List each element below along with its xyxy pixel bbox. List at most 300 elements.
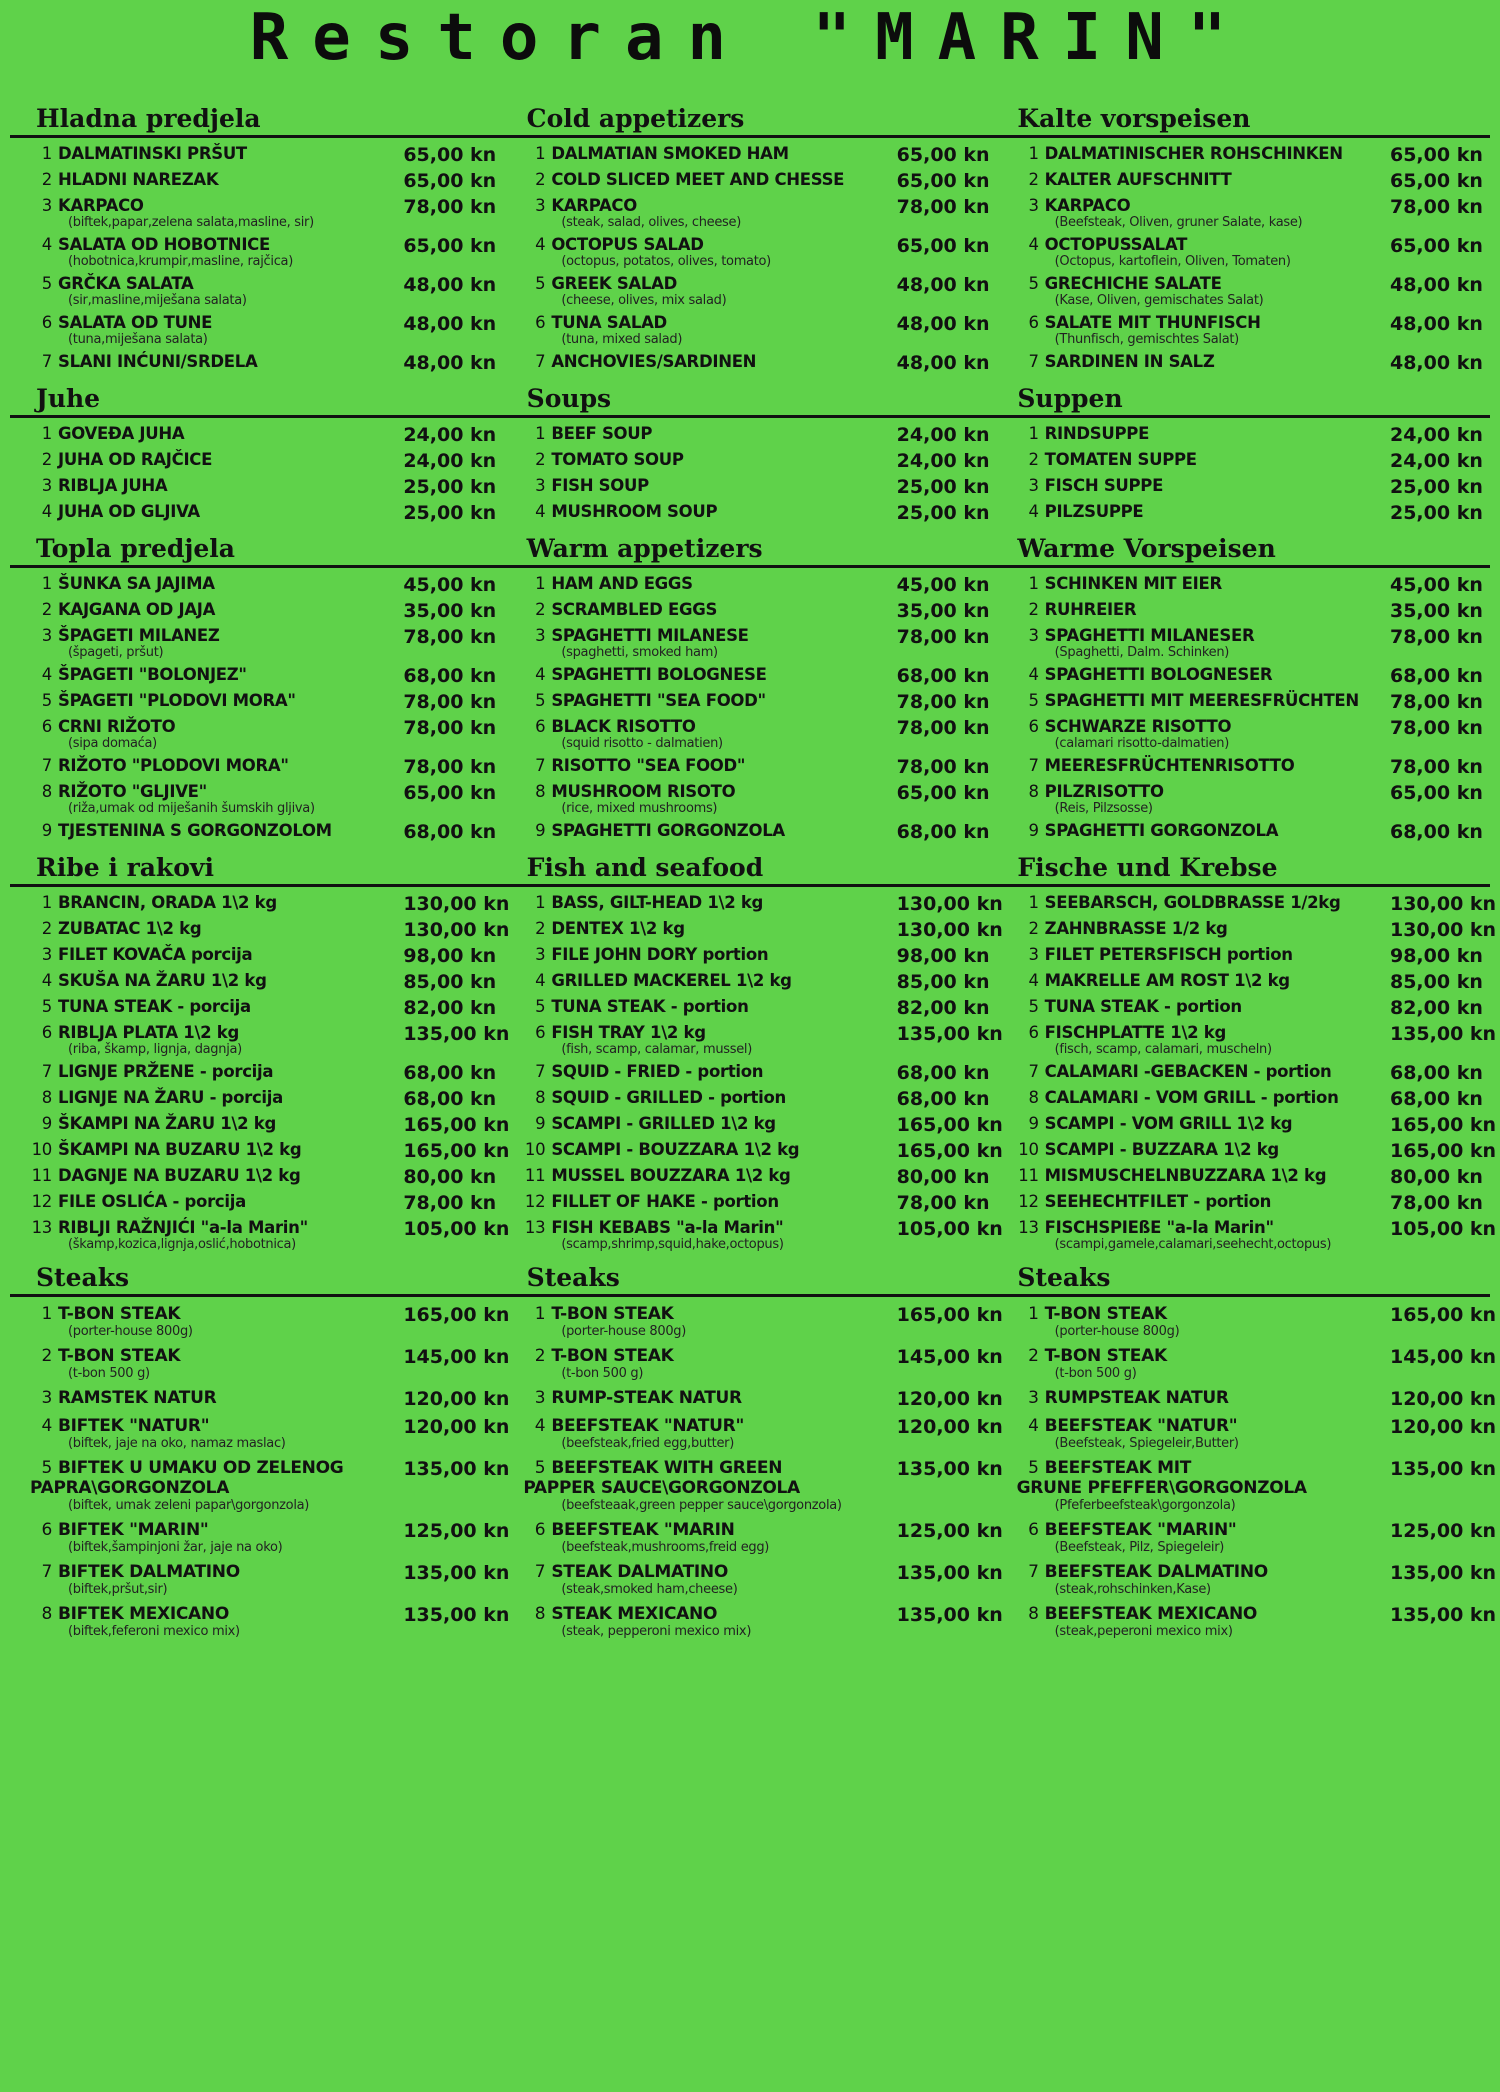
menu-item-price: 125,00 kn [1389,1520,1497,1542]
menu-item-name: SKUŠA NA ŽARU 1\2 kg [58,971,267,990]
menu-item-number: 3 [1028,196,1039,215]
menu-item-name-wrap [1017,502,1390,521]
menu-item [523,1216,1003,1255]
menu-item-number: 6 [1028,1023,1039,1042]
menu-item-name: BASS, GILT-HEAD 1\2 kg [551,893,764,912]
menu-item-name: PILZSUPPE [1044,502,1144,521]
menu-item-price: 120,00 kn [403,1416,510,1438]
menu-item-description: (steak,rohschinken,Kase) [1054,1582,1211,1597]
menu-item-number: 5 [535,997,546,1016]
menu-item-description: (rice, mixed mushrooms) [561,801,718,816]
menu-item-name: RIBLJA JUHA [58,476,168,495]
menu-item-price: 78,00 kn [896,1192,990,1214]
menu-item-price: 24,00 kn [896,424,990,446]
menu-item [1017,1385,1497,1413]
menu-item-number: 6 [41,1520,52,1540]
menu-item-name-wrap [1017,945,1390,964]
restaurant-title: Restoran "MARIN" [249,1,1251,75]
menu-sections [10,100,1497,1645]
menu-item [523,1190,990,1216]
menu-item-name-wrap [523,893,896,912]
menu-item [523,943,990,969]
menu-item-description: (Octopus, kartoflein, Oliven, Tomaten) [1054,254,1291,269]
menu-item-description: (beefsteak,mushrooms,freid egg) [561,1540,770,1555]
menu-item-name: BEEF SOUP [551,424,653,443]
menu-item-name-wrap [1017,196,1390,231]
menu-item-name-wrap [30,1114,403,1133]
menu-item-description: (porter-house 800g) [561,1324,687,1339]
menu-item-name-wrap [523,1088,896,1107]
menu-item-name: SCAMPI - BUZZARA 1\2 kg [1044,1140,1279,1159]
menu-item-name-wrap [1017,717,1390,752]
menu-item-name: RUHREIER [1044,600,1137,619]
language-column [997,418,1490,528]
menu-item [1017,1164,1483,1190]
menu-item-name: KAJGANA OD JAJA [58,600,216,619]
menu-item-name-wrap [30,1346,403,1382]
menu-item-price: 78,00 kn [1389,717,1483,739]
menu-item [523,1086,990,1112]
menu-item-price: 135,00 kn [896,1023,1003,1045]
menu-item-name: SPAGHETTI MIT MEERESFRÜCHTEN [1044,691,1359,710]
menu-item [1017,917,1497,943]
menu-item-price: 65,00 kn [1389,144,1483,166]
menu-item [1017,1601,1497,1643]
menu-item [1017,194,1483,233]
menu-item-name-wrap [523,1520,896,1556]
menu-item-price: 78,00 kn [1389,691,1483,713]
menu-item-number: 1 [41,424,52,443]
menu-item-name-wrap [1017,665,1390,684]
menu-item-number: 6 [1028,313,1039,332]
menu-item-name-wrap [30,1023,403,1058]
menu-item [1017,598,1483,624]
menu-item-name: TUNA STEAK - portion [551,997,749,1016]
menu-item-number: 5 [41,1458,52,1478]
menu-item [523,1517,1003,1559]
menu-item-name-wrap [30,626,403,661]
menu-item [30,943,497,969]
menu-item-number: 1 [535,424,546,443]
language-column [10,418,503,528]
menu-item-description: (steak,smoked ham,cheese) [561,1582,738,1597]
menu-item-name: FISH KEBABS "a-la Marin" [551,1218,784,1237]
menu-item-name: SPAGHETTI MILANESE [551,626,749,645]
menu-item-price: 85,00 kn [896,971,990,993]
menu-item-price: 68,00 kn [1389,1088,1483,1110]
menu-item-price: 48,00 kn [896,274,990,296]
menu-item-price: 48,00 kn [403,313,497,335]
menu-item [1017,142,1483,168]
menu-item-number: 1 [1028,144,1039,163]
menu-section [10,530,1490,847]
menu-item [1017,754,1483,780]
menu-item-number: 1 [41,574,52,593]
menu-item-name-wrap [523,782,896,817]
menu-item-name: TOMATEN SUPPE [1044,450,1197,469]
menu-item [1017,500,1483,526]
menu-item-price: 65,00 kn [403,235,497,257]
menu-item-name: LIGNJE PRŽENE - porcija [58,1062,274,1081]
menu-item-name: SEEHECHTFILET - portion [1044,1192,1272,1211]
menu-section [10,380,1490,528]
menu-item-name-wrap [30,170,403,189]
menu-item [1017,969,1483,995]
menu-item-price: 135,00 kn [896,1604,1003,1626]
language-column [997,138,1490,378]
menu-item-description: (squid risotto - dalmatien) [561,736,723,751]
menu-item-number: 9 [41,1114,52,1133]
menu-item-number: 3 [41,1388,52,1408]
menu-item-name: GRECHICHE SALATE [1044,274,1222,293]
menu-item-name: CALAMARI - VOM GRILL - portion [1044,1088,1339,1107]
menu-item-number: 5 [535,691,546,710]
menu-item-name-wrap [523,1604,896,1640]
menu-item-name: MEERESFRÜCHTENRISOTTO [1044,756,1295,775]
menu-item-number: 4 [41,235,52,254]
language-column [997,887,1497,1257]
menu-item [30,917,510,943]
menu-item-name-wrap [30,665,403,684]
menu-item-name: ANCHOVIES/SARDINEN [551,352,757,371]
menu-item [30,663,497,689]
menu-item [30,1343,510,1385]
menu-item-name-wrap [1017,235,1390,270]
menu-item [523,474,990,500]
language-column [503,138,996,378]
menu-item-name: FILLET OF HAKE - portion [551,1192,779,1211]
menu-item-name: MISMUSCHELNBUZZARA 1\2 kg [1044,1166,1327,1185]
menu-item-name-wrap [523,170,896,189]
menu-item-description: (biftek,feferoni mexico mix) [68,1624,240,1639]
menu-item-price: 25,00 kn [1389,502,1483,524]
menu-item-name-wrap [30,691,403,710]
menu-item-price: 78,00 kn [1389,1192,1483,1214]
language-column [503,887,1003,1257]
menu-item-number: 5 [41,997,52,1016]
menu-item-number: 3 [535,196,546,215]
menu-item-name-wrap [523,313,896,348]
menu-item-price: 82,00 kn [1389,997,1483,1019]
menu-item-name: ŠPAGETI "PLODOVI MORA" [58,691,296,710]
menu-item-number: 7 [1028,1062,1039,1081]
menu-item-description: (steak,peperoni mexico mix) [1054,1624,1233,1639]
menu-item-number: 6 [1028,1520,1039,1540]
menu-item-name-wrap [523,1114,896,1133]
menu-item-number: 1 [1028,1304,1039,1324]
menu-item-name-wrap [30,1062,403,1081]
menu-item-price: 80,00 kn [1389,1166,1483,1188]
menu-item-price: 98,00 kn [403,945,497,967]
menu-item-name: SPAGHETTI "SEA FOOD" [551,691,766,710]
menu-item-description: (Beefsteak, Spiegeleir,Butter) [1054,1436,1239,1451]
menu-item-name: CALAMARI -GEBACKEN - portion [1044,1062,1332,1081]
menu-item [523,142,990,168]
menu-item-name: T-BON STEAK [551,1304,674,1324]
section-columns [10,887,1497,1257]
menu-item-name: SCHWARZE RISOTTO [1044,717,1232,736]
menu-item-name: SCHINKEN MIT EIER [1044,574,1222,593]
menu-item-price: 135,00 kn [1389,1562,1497,1584]
menu-item-price: 78,00 kn [896,626,990,648]
menu-item [1017,1517,1497,1559]
menu-item-description: (biftek,šampinjoni žar, jaje na oko) [68,1540,283,1555]
section-heading: Warm appetizers [526,534,763,563]
menu-item [523,448,990,474]
menu-item-number: 7 [535,352,546,371]
menu-item [523,1301,1003,1343]
menu-item-number: 3 [1028,945,1039,964]
menu-item-price: 25,00 kn [1389,476,1483,498]
menu-item-price: 45,00 kn [1389,574,1483,596]
menu-item-description: (riba, škamp, lignja, dagnja) [68,1042,242,1057]
menu-item-price: 120,00 kn [403,1388,510,1410]
menu-item-price: 145,00 kn [403,1346,510,1368]
menu-item-price: 24,00 kn [1389,424,1483,446]
menu-item-description: (porter-house 800g) [68,1324,193,1339]
menu-item-price: 165,00 kn [403,1140,510,1162]
menu-item-number: 4 [41,665,52,684]
menu-item [523,194,990,233]
menu-item-name-wrap [523,1192,896,1211]
menu-item-description: (Kase, Oliven, gemischates Salat) [1054,293,1264,308]
menu-item-number: 5 [41,691,52,710]
menu-item-name: HLADNI NAREZAK [58,170,219,189]
menu-item-number: 1 [535,893,546,912]
menu-item-price: 78,00 kn [403,196,497,218]
menu-item-name: PILZRISOTTO [1044,782,1164,801]
menu-item-price: 98,00 kn [1389,945,1483,967]
menu-item-price: 85,00 kn [403,971,497,993]
menu-item-price: 25,00 kn [403,502,497,524]
menu-item-number: 3 [535,945,546,964]
menu-item-number: 7 [535,756,546,775]
menu-item-name: FILE OSLIĆA - porcija [58,1192,246,1211]
menu-item-number: 2 [41,450,52,469]
menu-item-name: KARPACO [58,196,144,215]
menu-item-description: (steak, pepperoni mexico mix) [561,1624,752,1639]
menu-item [1017,780,1483,819]
menu-item-name-wrap [1017,1023,1390,1058]
menu-item-price: 165,00 kn [1389,1140,1497,1162]
menu-item-name-wrap [30,1416,403,1452]
menu-item [30,1517,510,1559]
menu-item [30,1385,510,1413]
menu-item-number: 13 [1018,1218,1039,1237]
menu-item [523,624,990,663]
menu-item-name-wrap [1017,1562,1390,1598]
menu-item-price: 65,00 kn [896,170,990,192]
menu-item-price: 25,00 kn [896,502,990,524]
menu-item [30,995,497,1021]
menu-item [523,233,990,272]
menu-item-number: 1 [41,1304,52,1324]
menu-item-name: SPAGHETTI BOLOGNESE [551,665,767,684]
menu-item-number: 8 [534,1604,546,1624]
menu-item-name: SQUID - FRIED - portion [551,1062,764,1081]
menu-item [30,1138,510,1164]
menu-item-name: SALATE MIT THUNFISCH [1044,313,1261,332]
section-columns [10,568,1490,847]
section-heading: Steaks [36,1263,130,1292]
menu-item-name: KARPACO [551,196,637,215]
menu-item-name-wrap [30,1166,403,1185]
menu-item [523,1385,1003,1413]
menu-item-name-wrap [523,945,896,964]
menu-item-price: 135,00 kn [1389,1023,1497,1045]
menu-item-description: (biftek,papar,zelena salata,masline, sir) [68,215,314,230]
menu-item-name: CRNI RIŽOTO [58,717,176,736]
menu-item-price: 78,00 kn [403,756,497,778]
menu-item [30,1601,510,1643]
menu-item-price: 65,00 kn [896,144,990,166]
menu-item-name-wrap [30,450,403,469]
menu-item-price: 78,00 kn [896,717,990,739]
menu-item-name-wrap [523,717,896,752]
menu-item [523,1138,1003,1164]
section-heading: Juhe [36,384,101,413]
menu-item-description: (špageti, pršut) [68,645,164,660]
menu-item [523,1455,1003,1517]
menu-item-name-wrap [30,144,403,163]
menu-item-name-wrap [30,274,403,309]
menu-item-name: BEEFSTEAK "NATUR" [1044,1416,1238,1436]
menu-item-name-wrap [1017,1458,1390,1514]
menu-item-name-wrap [523,450,896,469]
menu-item-name-wrap [30,1192,403,1211]
menu-item-price: 135,00 kn [896,1458,1003,1480]
menu-item-name: BEEFSTEAK MIT [1044,1458,1192,1478]
menu-item-name: MUSHROOM SOUP [551,502,718,521]
menu-item-name: TUNA STEAK - porcija [58,997,251,1016]
menu-item-price: 35,00 kn [403,600,497,622]
menu-item-description: (biftek,pršut,sir) [68,1582,168,1597]
menu-item [1017,891,1497,917]
menu-item-number: 11 [31,1166,52,1185]
menu-item-price: 135,00 kn [896,1562,1003,1584]
menu-item-name-wrap [1017,274,1390,309]
menu-item-name: ŠUNKA SA JAJIMA [58,574,215,593]
menu-item-name-wrap [30,945,403,964]
menu-item-number: 3 [41,196,52,215]
menu-item-number: 2 [41,919,52,938]
menu-item-price: 45,00 kn [403,574,497,596]
menu-item [523,1112,1003,1138]
menu-item [523,1343,1003,1385]
menu-item-description: (octopus, potatos, olives, tomato) [561,254,771,269]
menu-item-price: 24,00 kn [896,450,990,472]
menu-item-name-wrap [523,352,896,371]
menu-item-price: 45,00 kn [896,574,990,596]
menu-item-name-wrap [1017,1062,1390,1081]
menu-item-name-wrap [30,313,403,348]
menu-item-name-wrap [30,971,403,990]
menu-item-name-line2: PAPPER SAUCE\GORGONZOLA [523,1478,800,1498]
menu-item [1017,624,1483,663]
menu-item-name: FILE JOHN DORY portion [551,945,769,964]
menu-item-name: ZUBATAC 1\2 kg [58,919,202,938]
menu-item-name-wrap [30,352,403,371]
menu-item-price: 165,00 kn [896,1140,1003,1162]
menu-item-name: SCAMPI - VOM GRILL 1\2 kg [1044,1114,1293,1133]
menu-item [1017,311,1483,350]
menu-section [10,849,1497,1257]
menu-item-name: HAM AND EGGS [551,574,693,593]
section-heading: Steaks [1017,1263,1111,1292]
menu-item-number: 7 [1028,1562,1039,1582]
menu-item-price: 68,00 kn [1389,1062,1483,1084]
menu-item-price: 48,00 kn [403,274,497,296]
menu-item-name-wrap [523,756,896,775]
menu-item-description: (t-bon 500 g) [1054,1366,1137,1381]
menu-item-name: SCAMPI - BOUZZARA 1\2 kg [551,1140,800,1159]
menu-item-name-wrap [30,600,403,619]
menu-item-description: (steak, salad, olives, cheese) [561,215,741,230]
menu-item-description: (t-bon 500 g) [68,1366,150,1381]
menu-item-name: BEEFSTEAK "NATUR" [551,1416,744,1436]
language-column [10,568,503,847]
menu-item [1017,168,1483,194]
menu-item-price: 125,00 kn [403,1520,510,1542]
menu-item-name-wrap [523,196,896,231]
menu-item [1017,715,1483,754]
menu-item-description: (sir,masline,miješana salata) [68,293,247,308]
menu-item-name: BEEFSTEAK WITH GREEN [551,1458,783,1478]
menu-item-number: 4 [1028,1416,1039,1436]
menu-item-name-wrap [523,476,896,495]
menu-item-price: 165,00 kn [1389,1304,1497,1326]
menu-item-price: 135,00 kn [1389,1604,1497,1626]
menu-item-name: BEEFSTEAK MEXICANO [1044,1604,1258,1624]
menu-item-name: GRČKA SALATA [58,274,194,293]
menu-item-price: 78,00 kn [896,756,990,778]
menu-item-price: 135,00 kn [403,1023,510,1045]
menu-item-number: 1 [1028,893,1039,912]
menu-item-name: BIFTEK "MARIN" [58,1520,209,1540]
menu-item-name-wrap [1017,170,1390,189]
menu-item-name: SCRAMBLED EGGS [551,600,718,619]
menu-item [523,715,990,754]
menu-item-number: 7 [1028,352,1039,371]
menu-item-name: SLANI INĆUNI/SRDELA [58,352,258,371]
menu-item-price: 65,00 kn [896,782,990,804]
menu-item-name-line2: GRUNE PFEFFER\GORGONZOLA [1016,1478,1307,1498]
menu-item [1017,350,1483,376]
menu-item-number: 10 [31,1140,52,1159]
menu-item-number: 5 [534,1458,546,1478]
menu-item-number: 7 [535,1062,546,1081]
menu-item-price: 80,00 kn [403,1166,497,1188]
menu-item-name: BEEFSTEAK DALMATINO [1044,1562,1268,1582]
menu-item-name: SALATA OD TUNE [58,313,213,332]
menu-item-number: 3 [41,626,52,645]
menu-item [523,1164,990,1190]
menu-item-number: 7 [41,1062,52,1081]
menu-item-number: 10 [524,1140,546,1159]
menu-item-number: 6 [1028,717,1039,736]
menu-item-name: OCTOPUS SALAD [551,235,704,254]
menu-item-number: 2 [1028,450,1039,469]
menu-item-name-wrap [30,756,403,775]
menu-item-number: 1 [41,144,52,163]
menu-item-name-wrap [1017,476,1390,495]
menu-item [30,689,497,715]
menu-item-number: 5 [535,274,546,293]
menu-item-name-wrap [30,1562,403,1598]
menu-item-name-wrap [1017,1416,1390,1452]
menu-item-name-wrap [30,1604,403,1640]
menu-item-name-wrap [523,1304,896,1340]
